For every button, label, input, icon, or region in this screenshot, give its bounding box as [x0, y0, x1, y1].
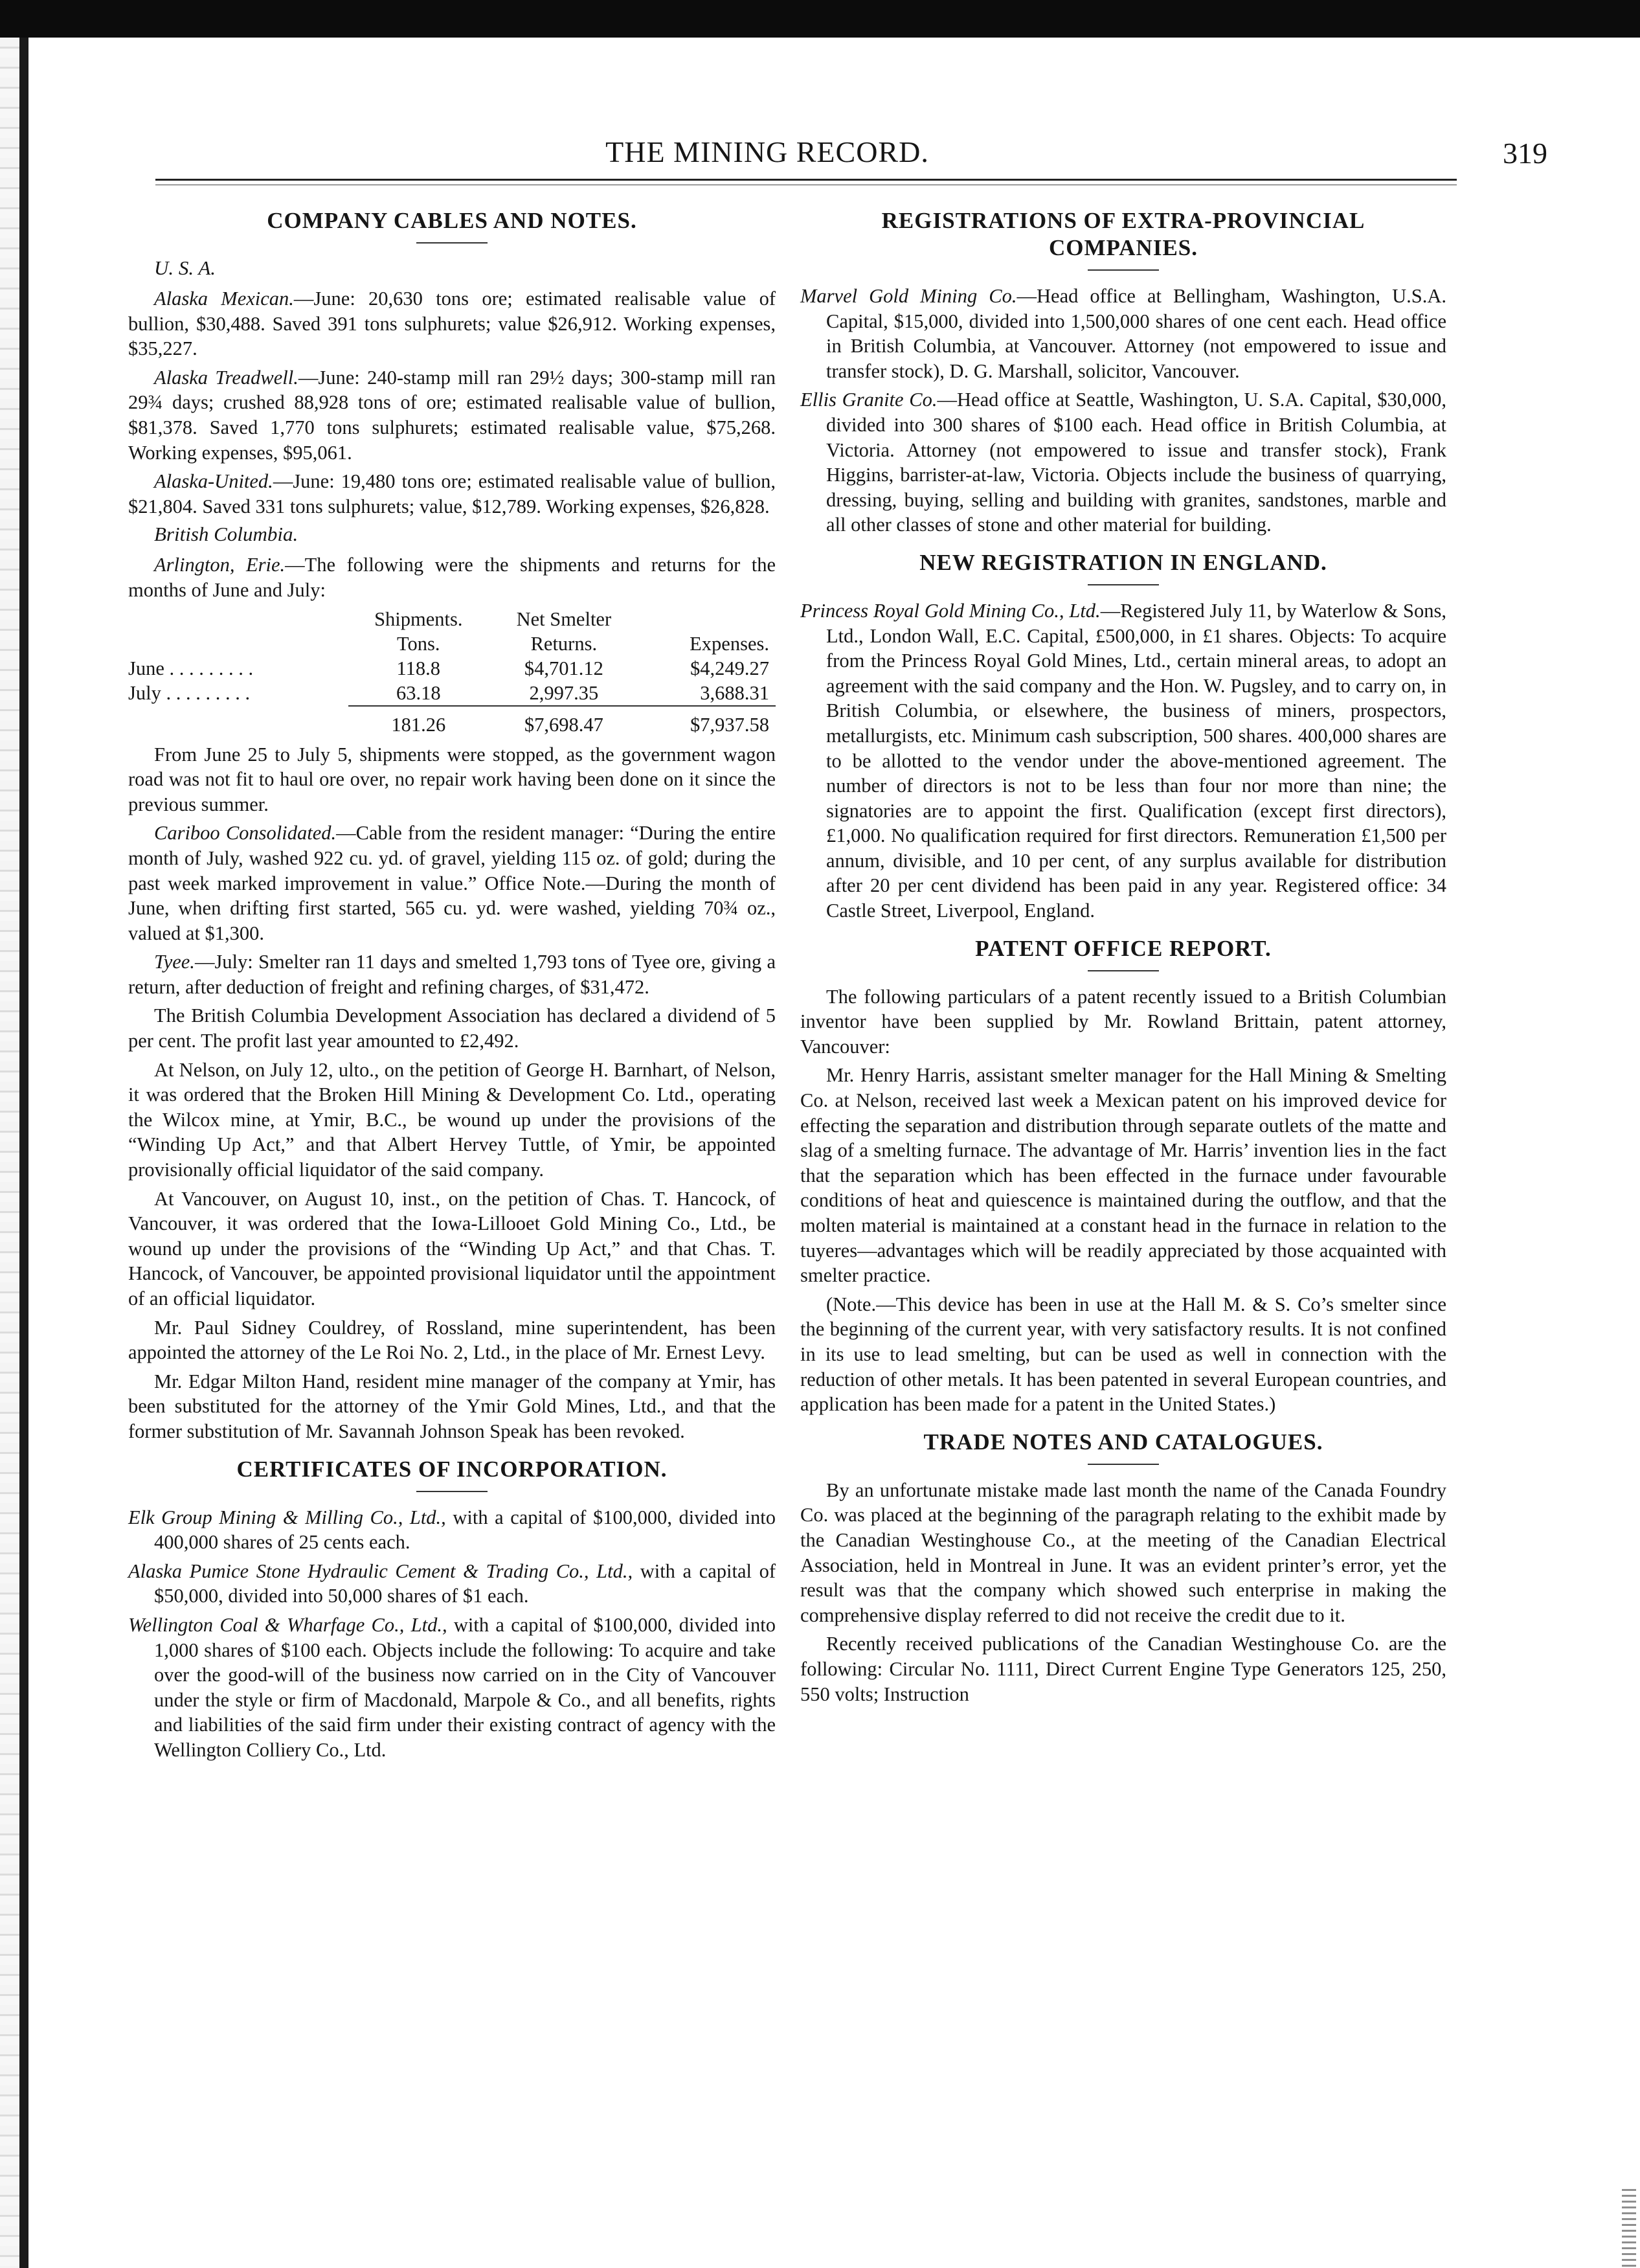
trade-paragraph: Recently received publications of the Canadian Westinghouse Co. are the following: Circular No. 1111, Direct Current Engine Type Generators 125, 250, 550 volts; Instruction	[800, 1633, 1446, 1705]
patent-paragraph: Mr. Henry Harris, assistant smelter manager for the Hall Mining & Smelting Co. at Nelson, received last week a Mexican patent on his improved device for effecting the separation and distribution through separate outlets of the matte and slag of a smelting furnace. The advantage of Mr. Harris’ invention lies in the fact that the separation which has been effected in the furnace under favourable conditions of heat and quiescence is maintained during the outflow, and that the molten material is maintained at a constant head in the furnace in relation to the tuyeres—advantages which will be readily appreciated by those acquainted with smelter practice.	[800, 1064, 1446, 1287]
news-paragraph: From June 25 to July 5, shipments were stopped, as the government wagon road was not fit to haul ore over, no repair work having been done on it since the previous summer.	[128, 743, 776, 815]
table-header-row	[128, 631, 776, 656]
patent-paragraph: The following particulars of a patent recently issued to a British Columbian inventor have been supplied by Mr. Rowland Brittain, patent attorney, Vancouver:	[800, 985, 1446, 1058]
subheading-usa: U. S. A.	[154, 256, 216, 279]
registration-item: Princess Royal Gold Mining Co., Ltd.—Registered July 11, by Waterlow & Sons, Ltd., London Wall, E.C. Capital, £500,000, in £1 shares. Objects: To acquire from the Princess Royal Gold Mines, Ltd., certain mineral areas, to adopt an agreement with the said company and the Hon. W. Pugsley, and to carry on, in British Columbia, or elsewhere, the business of miners, prospectors, metallurgists, etc. Minimum cash subscription, 500 shares. 400,000 shares are to be allotted to the vendor under the above-mentioned agreement. The number of directors is not to be less than four nor more than nine; the signatories are to appoint the first. Qualification (except first directors), £1,000. No qualification required for first directors. Remuneration £1,500 per annum, divisible, and 10 per cent, of any surplus available for distribution after 20 per cent dividend has been paid in any year. Registered office: 34 Castle Street, Liverpool, England.	[800, 599, 1446, 922]
company-name: Alaska-United.	[154, 470, 273, 493]
company-name: Ellis Granite Co.	[800, 389, 938, 411]
heading-rule	[1088, 970, 1159, 971]
expenses-cell: 3,688.31	[700, 681, 769, 704]
company-name: Cariboo Consolidated.	[154, 822, 337, 845]
tons-total: 181.26	[348, 706, 489, 737]
heading-rule	[416, 1491, 488, 1492]
company-name: Alaska Mexican.	[154, 288, 294, 310]
cable-text: —June: 20,630 tons ore; estimated realisable value of bullion, $30,488. Saved 391 tons sulphurets; value $26,912. Working expenses, $35,227.	[128, 288, 776, 360]
section-heading-cables: COMPANY CABLES AND NOTES.	[267, 208, 637, 233]
news-paragraph: Tyee.—July: Smelter ran 11 days and smelted 1,793 tons of Tyee ore, giving a return, after deduction of freight and refining charges, of $31,472.	[128, 951, 776, 998]
certificate-item: Elk Group Mining & Milling Co., Ltd., with a capital of $100,000, divided into 400,000 shares of 25 cents each.	[128, 1506, 776, 1554]
cable-text: —The following were the shipments and returns for the months of June and July:	[128, 554, 776, 601]
news-paragraph: Cariboo Consolidated.—Cable from the resident manager: “During the entire month of July, washed 922 cu. yd. of gravel, yielding 115 oz. of gold; during the past week marked improvement in value.” Office Note.—During the month of June, when drifting first started, 565 cu. yd. were washed, yielding 70¾ oz., valued at $1,300.	[128, 822, 776, 944]
subheading-british-columbia: British Columbia.	[154, 523, 298, 546]
company-name: Tyee.	[154, 951, 195, 973]
section-heading-patent: PATENT OFFICE REPORT.	[975, 935, 1272, 961]
tons-cell: 118.8	[396, 657, 441, 679]
returns-total: $7,698.47	[489, 706, 640, 737]
cable-item	[128, 469, 776, 519]
trade-paragraph: By an unfortunate mistake made last month the name of the Canada Foundry Co. was placed at the beginning of the paragraph relating to the exhibit made by the Canadian Westinghouse Co., at the meeting of the Canadian Electrical Association, held in Montreal in June. It was an evident printer’s error, yet the result was that the company which showed such enterprise in making the comprehensive display referred to did not receive the credit due to it.	[800, 1479, 1446, 1626]
table-row	[128, 656, 776, 681]
company-name: Wellington Coal & Wharfage Co., Ltd.,	[128, 1613, 447, 1636]
news-paragraph: At Nelson, on July 12, ulto., on the petition of George H. Barnhart, of Nelson, it was ordered that the Broken Hill Mining & Development Co. Ltd., operating the Wilcox mine, at Ymir, B.C., be wound up under the provisions of the “Winding Up Act,” and that Albert Hervey Tuttle, of Ymir, be appointed provisionally official liquidator of the said company.	[128, 1058, 776, 1181]
registration-item: Ellis Granite Co.—Head office at Seattle, Washington, U. S.A. Capital, $30,000, divided into 300 shares of $100 each. Head office in British Columbia, at Victoria. Attorney (not empowered to issue and transfer stock), Frank Higgins, barrister-at-law, Victoria. Objects include the business of quarrying, dressing, buying, selling and building with granites, sandstones, marble and all other classes of stone and other material for building.	[800, 389, 1446, 536]
cable-item	[128, 286, 776, 361]
month-cell: July . . . . . . . . .	[128, 682, 251, 705]
cable-item	[128, 552, 776, 602]
month-cell: June . . . . . . . . .	[128, 657, 254, 679]
shipments-table	[128, 607, 776, 737]
expenses-cell: $4,249.27	[690, 657, 769, 679]
scan-binding-edge	[0, 38, 19, 2268]
returns-cell: $4,701.12	[524, 657, 603, 679]
table-header-cell: Shipments.	[374, 607, 463, 630]
company-name: Alaska Pumice Stone Hydraulic Cement & Trading Co., Ltd.,	[128, 1559, 633, 1582]
company-name: Arlington, Erie.	[154, 554, 286, 576]
right-column	[800, 207, 1446, 1710]
section-heading-certificates: CERTIFICATES OF INCORPORATION.	[236, 1456, 668, 1482]
news-paragraph: Mr. Edgar Milton Hand, resident mine manager of the company at Ymir, has been substituted for the attorney of the Ymir Gold Mines, Ltd., and that the former substitution of Mr. Savannah Johnson Speak has been revoked.	[128, 1370, 776, 1442]
certificate-item: Wellington Coal & Wharfage Co., Ltd., with a capital of $100,000, divided into 1,000 shares of $100 each. Objects include the following: To acquire and take over the good-will of the business now carried on in the City of Vancouver under the style or firm of Macdonald, Marpole & Co., and all benefits, rights and liabilities of the said firm under their existing contract of agency with the Wellington Colliery Co., Ltd.	[128, 1613, 776, 1761]
table-row	[128, 681, 776, 706]
returns-cell: 2,997.35	[529, 681, 599, 704]
cable-item	[128, 365, 776, 465]
patent-paragraph: (Note.—This device has been in use at the Hall M. & S. Co’s smelter since the beginning of the current year, with very satisfactory results. It is not confined in its use to lead smelting, but can be used as well in connection with the reduction of other metals. It has been patented in several European countries, and application has been made for a patent in the United States.)	[800, 1293, 1446, 1416]
company-name: Princess Royal Gold Mining Co., Ltd.	[800, 599, 1101, 622]
table-header-cell: Net Smelter	[516, 607, 612, 630]
company-name: Alaska Treadwell.	[154, 366, 298, 389]
header-rule	[155, 179, 1457, 185]
table-header-row	[128, 607, 776, 631]
journal-title: THE MINING RECORD.	[605, 135, 929, 168]
cable-text: —June: 19,480 tons ore; estimated realisable value of bullion, $21,804. Saved 331 tons sulphurets; value, $12,789. Working expenses, $26,828.	[128, 470, 776, 517]
tons-cell: 63.18	[396, 681, 441, 704]
registration-item: Marvel Gold Mining Co.—Head office at Bellingham, Washington, U.S.A. Capital, $15,000, divided into 1,500,000 shares of one cent each. Head office in British Columbia, at Vancouver. Attorney (not empowered to issue and transfer stock), D. G. Marshall, solicitor, Vancouver.	[800, 285, 1446, 382]
section-heading-trade: TRADE NOTES AND CATALOGUES.	[923, 1429, 1323, 1455]
cable-text: —June: 240-stamp mill ran 29½ days; 300-stamp mill ran 29¾ days; crushed 88,928 tons of ore; estimated realisable value of bullion, $81,378. Saved 1,770 tons sulphurets; estimated realisable value, $75,268. Working expenses, $95,061.	[128, 366, 776, 464]
expenses-total: $7,937.58	[639, 706, 776, 737]
company-name: Marvel Gold Mining Co.	[800, 285, 1017, 307]
heading-rule	[1088, 269, 1159, 271]
news-paragraph: The British Columbia Development Association has declared a dividend of 5 per cent. The profit last year amounted to £2,492.	[128, 1004, 776, 1052]
scan-edge-marks	[1622, 2189, 1636, 2267]
table-totals-row	[128, 706, 776, 737]
scan-spine-shadow	[19, 38, 28, 2268]
section-heading-registrations: REGISTRATIONS OF EXTRA-PROVINCIAL COMPANIES.	[881, 208, 1365, 260]
company-name: Elk Group Mining & Milling Co., Ltd.,	[128, 1506, 446, 1528]
heading-rule	[416, 242, 488, 244]
news-paragraph: At Vancouver, on August 10, inst., on the petition of Chas. T. Hancock, of Vancouver, it was ordered that the Iowa-Lillooet Gold Mining Co., Ltd., be wound up under the provisions of the “Winding Up Act,” and that Chas. T. Hancock, of Vancouver, be appointed provisional liquidator until the appointment of an official liquidator.	[128, 1187, 776, 1310]
table-header-cell: Expenses.	[690, 632, 769, 655]
left-column	[128, 207, 776, 1767]
news-paragraph: Mr. Paul Sidney Couldrey, of Rossland, mine superintendent, has been appointed the attorney of the Le Roi No. 2, Ltd., in the place of Mr. Ernest Levy.	[128, 1316, 776, 1364]
table-header-cell	[639, 607, 776, 631]
scan-top-border	[0, 0, 1640, 38]
section-heading-england: NEW REGISTRATION IN ENGLAND.	[919, 549, 1327, 575]
table-header-cell: Tons.	[397, 632, 440, 655]
heading-rule	[1088, 584, 1159, 585]
heading-rule	[1088, 1464, 1159, 1465]
page-number: 319	[1503, 137, 1547, 170]
table-header-cell: Returns.	[530, 632, 598, 655]
certificate-item: Alaska Pumice Stone Hydraulic Cement & Trading Co., Ltd., with a capital of $50,000, divided into 50,000 shares of $1 each.	[128, 1559, 776, 1607]
